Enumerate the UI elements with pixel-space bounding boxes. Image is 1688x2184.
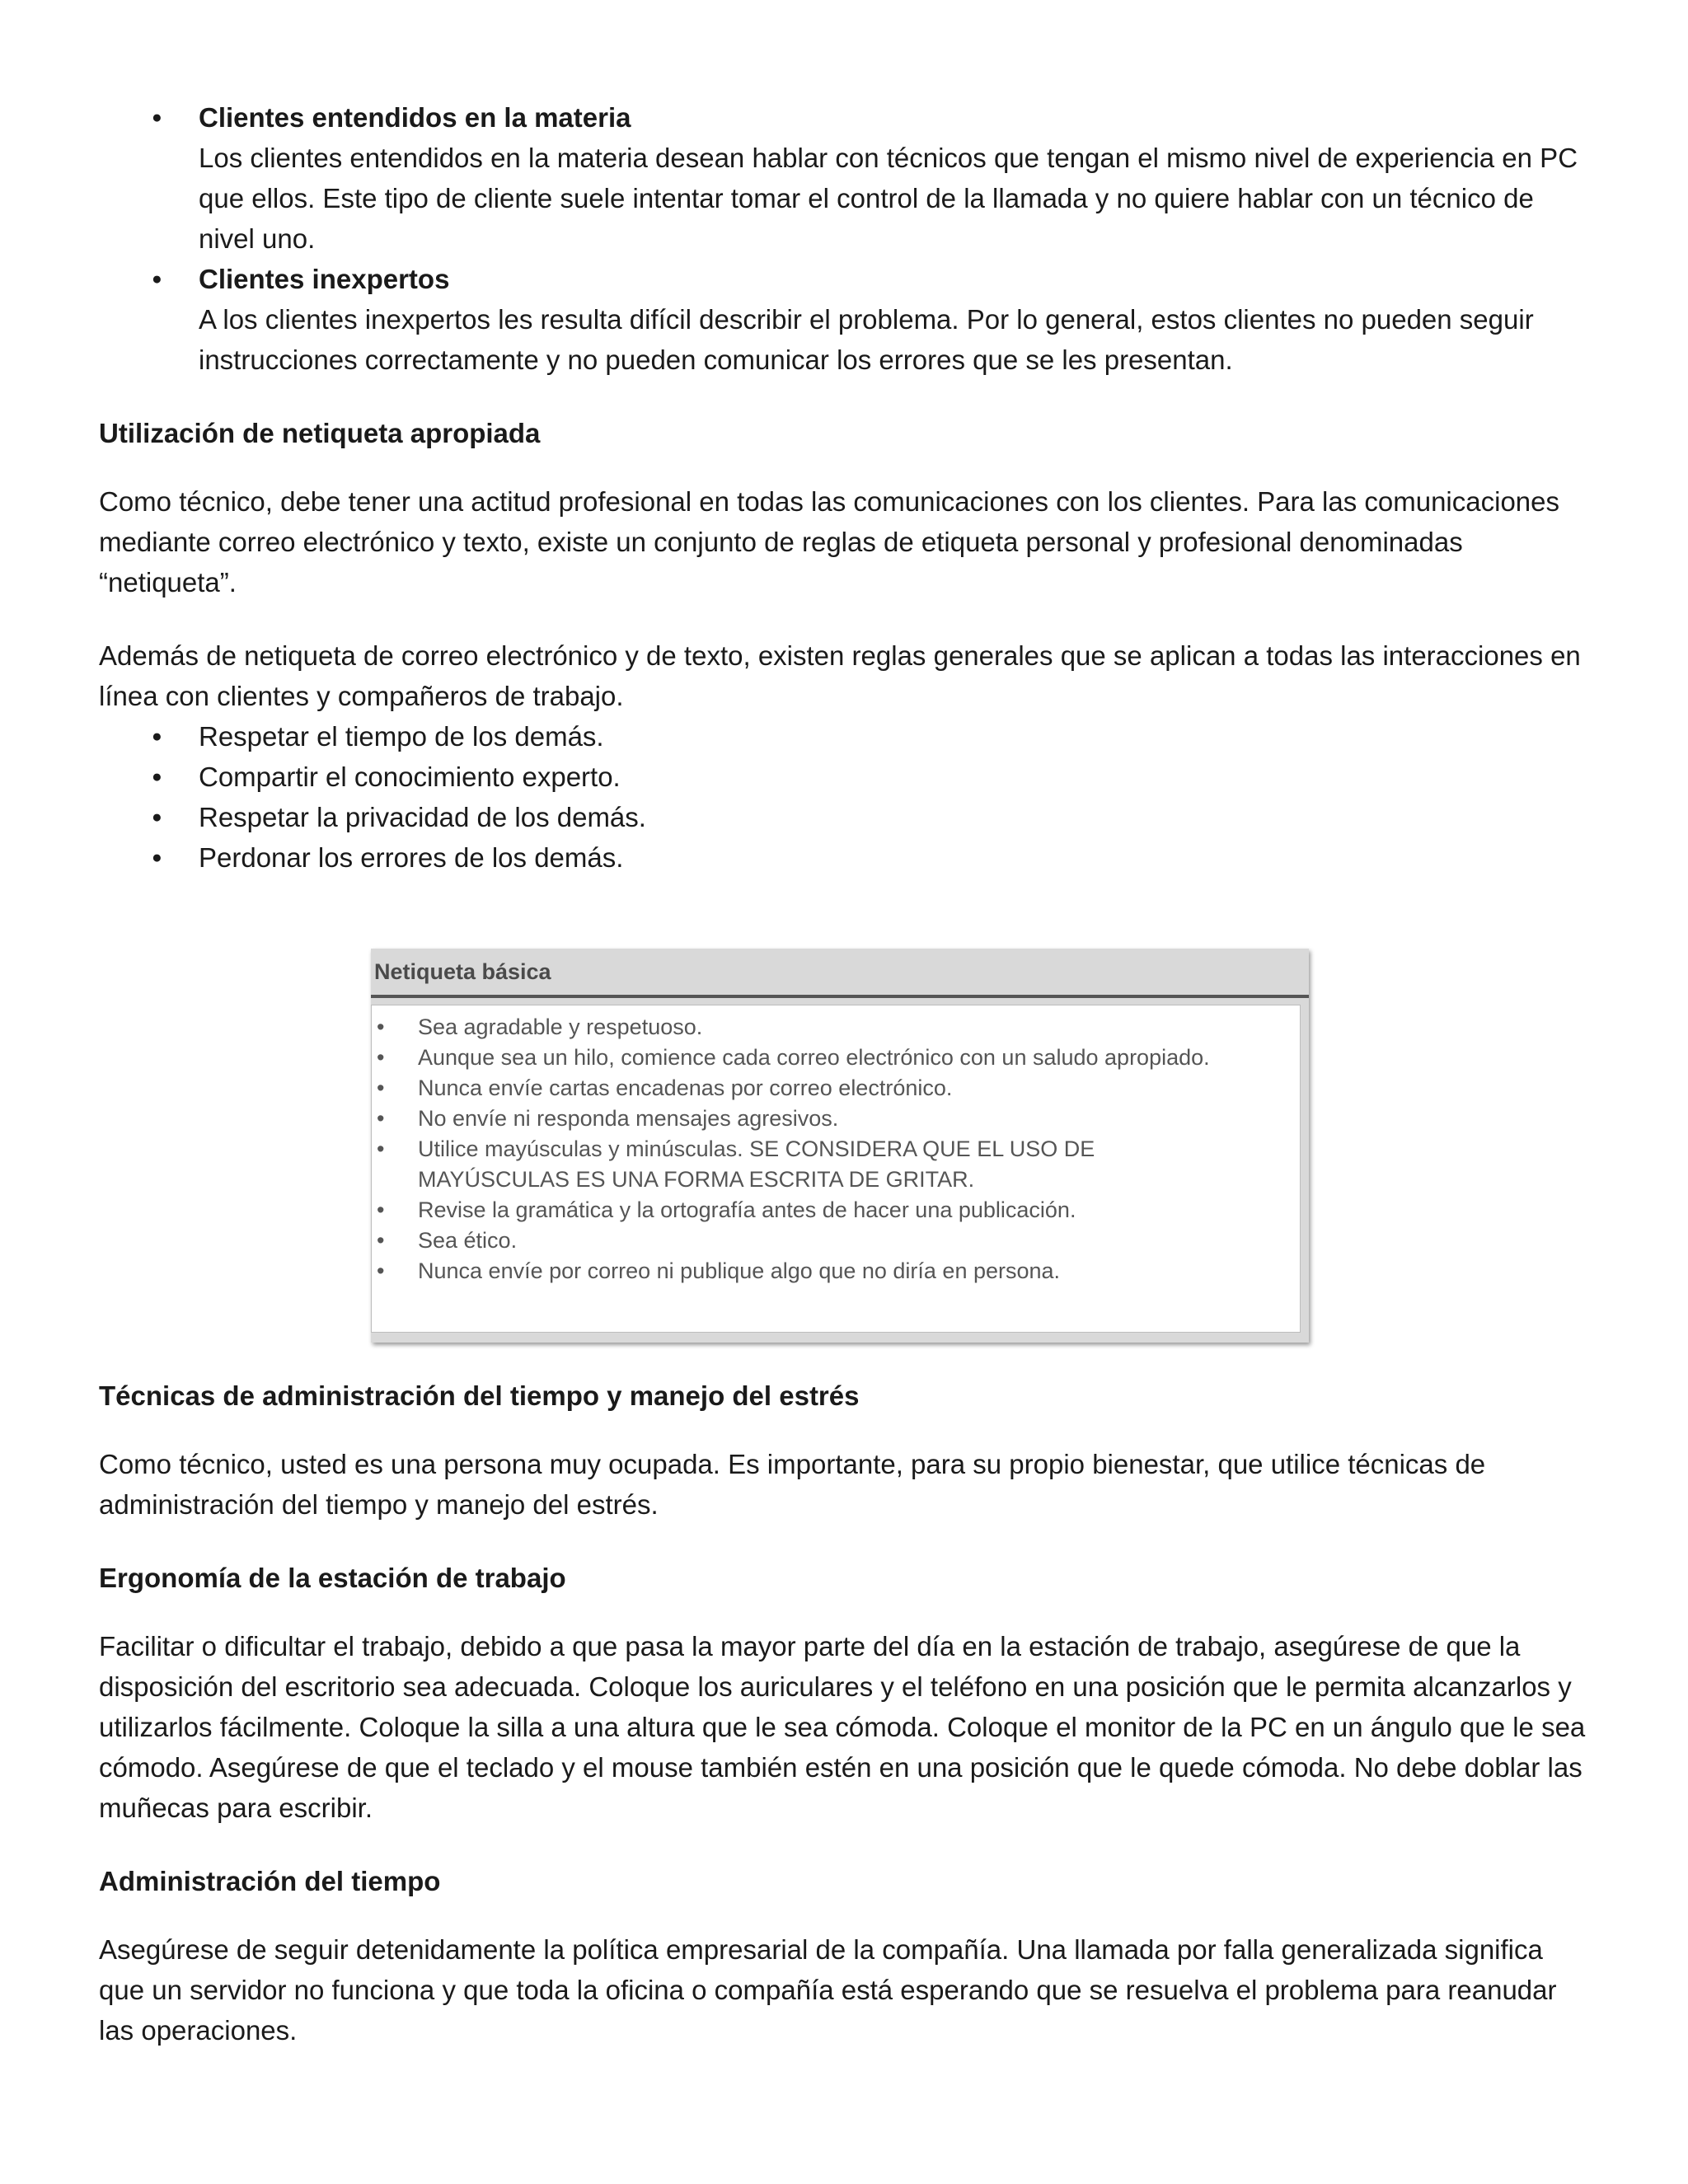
paragraph: Como técnico, usted es una persona muy ocupada. Es importante, para su propio bienestar, que utilice técnicas de administración del tiempo y manejo del estrés. xyxy=(99,1449,1486,1520)
list-item xyxy=(99,97,1589,259)
list-item: • Aunque sea un hilo, comience cada correo electrónico con un saludo apropiado. xyxy=(372,1043,1300,1073)
paragraph: Facilitar o dificultar el trabajo, debido a que pasa la mayor parte del día en la estación de trabajo, asegúrese de que la disposición del escritorio sea adecuada. Coloque los auriculares y el teléfono en una posición que le permita alcanzarlos y utilizarlos fácilmente. Coloque la silla a una altura que le sea cómoda. Coloque el monitor de la PC en un ángulo que le sea cómodo. Asegúrese de que el teclado y el mouse también estén en una posición que le quede cómoda. No debe doblar las muñecas para escribir. xyxy=(99,1631,1586,1823)
list-item: • Revise la gramática y la ortografía antes de hacer una publicación. xyxy=(372,1195,1300,1226)
list-item: • Sea agradable y respetuoso. xyxy=(372,1012,1300,1043)
list-item: • Sea ético. xyxy=(372,1226,1300,1256)
list-item: ● Respetar el tiempo de los demás. xyxy=(99,716,1589,757)
netiquette-figure xyxy=(371,949,1309,1343)
list-item: ● Respetar la privacidad de los demás. xyxy=(99,797,1589,837)
online-rules-list xyxy=(99,716,1589,878)
list-item: ● Perdonar los errores de los demás. xyxy=(99,837,1589,878)
paragraph: Asegúrese de seguir detenidamente la política empresarial de la compañía. Una llamada por falla generalizada significa que un servidor no funciona y que toda la oficina o compañía está esperando que se resuelva el problema para reanudar las operaciones. xyxy=(99,1934,1557,2046)
document-content xyxy=(99,97,1589,2050)
section-heading: Utilización de netiqueta apropiada xyxy=(99,418,541,448)
list-item: • Nunca envíe cartas encadenas por correo electrónico. xyxy=(372,1073,1300,1104)
bullet-text: A los clientes inexpertos les resulta difícil describir el problema. Por lo general, estos clientes no pueden seguir instrucciones correctamente y no pueden comunicar los errores que se les presentan. xyxy=(199,304,1534,375)
bullet-title: ● Clientes inexpertos xyxy=(199,264,450,294)
section-heading: Técnicas de administración del tiempo y manejo del estrés xyxy=(99,1380,860,1411)
client-types-list xyxy=(99,97,1589,380)
list-item: • Utilice mayúsculas y minúsculas. SE CONSIDERA QUE EL USO DE MAYÚSCULAS ES UNA FORMA ESCRITA DE GRITAR. xyxy=(372,1134,1300,1195)
paragraph: Además de netiqueta de correo electrónico y de texto, existen reglas generales que se aplican a todas las interacciones en línea con clientes y compañeros de trabajo. xyxy=(99,640,1581,711)
section-heading: Ergonomía de la estación de trabajo xyxy=(99,1563,566,1593)
figure-list xyxy=(372,1012,1300,1286)
list-item: • Nunca envíe por correo ni publique algo que no diría en persona. xyxy=(372,1256,1300,1286)
section-heading: Administración del tiempo xyxy=(99,1866,441,1896)
figure-body xyxy=(371,1005,1301,1333)
list-item: ● Compartir el conocimiento experto. xyxy=(99,757,1589,797)
paragraph: Como técnico, debe tener una actitud profesional en todas las comunicaciones con los clientes. Para las comunicaciones mediante correo electrónico y texto, existe un conjunto de reglas de etiqueta personal y profesional denominadas “netiqueta”. xyxy=(99,486,1560,598)
bullet-text: Los clientes entendidos en la materia desean hablar con técnicos que tengan el mismo nivel de experiencia en PC que ellos. Este tipo de cliente suele intentar tomar el control de la llamada y no quiere hablar con un técnico de nivel uno. xyxy=(199,143,1578,254)
list-item: • No envíe ni responda mensajes agresivos. xyxy=(372,1104,1300,1134)
list-item xyxy=(99,259,1589,380)
figure-title: Netiqueta básica xyxy=(371,949,1309,998)
bullet-title: ● Clientes entendidos en la materia xyxy=(199,102,631,133)
